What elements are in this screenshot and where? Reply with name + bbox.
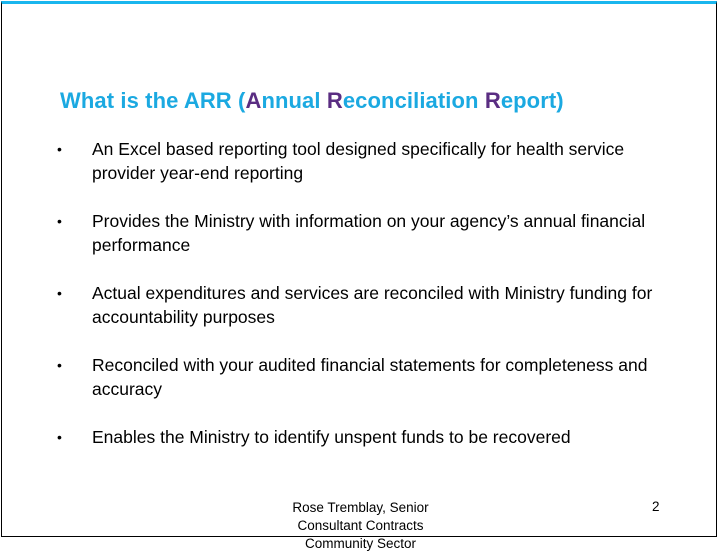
bullet-icon: •: [57, 357, 62, 373]
bullet-item: [57, 209, 667, 257]
title-highlight-r2: R: [484, 88, 501, 113]
page-number: 2: [652, 499, 660, 514]
bullet-text: Enables the Ministry to identify unspent funds to be recovered: [92, 427, 571, 447]
title-text-3: econciliation: [342, 88, 485, 113]
title-text-1: What is the ARR (: [60, 88, 246, 113]
bullet-icon: •: [57, 141, 62, 157]
title-text-4: eport): [500, 88, 564, 113]
bullet-text: Reconciled with your audited financial statements for completeness and accuracy: [92, 355, 648, 399]
title-highlight-r1: R: [326, 88, 343, 113]
bullet-text: An Excel based reporting tool designed specifically for health service provider year-end reporting: [92, 139, 625, 183]
bullet-text: Actual expenditures and services are reconciled with Ministry funding for accountability purposes: [92, 283, 653, 327]
bullet-item: [57, 137, 667, 185]
footer-author: Rose Tremblay, Senior Consultant Contracts Community Sector: [292, 500, 429, 551]
bullet-list: [57, 137, 667, 473]
bullet-item: [57, 425, 667, 449]
title-text-2: nnual: [261, 88, 327, 113]
slide: [1, 1, 717, 551]
bullet-icon: •: [57, 429, 62, 445]
bullet-icon: •: [57, 213, 62, 229]
bullet-icon: •: [57, 285, 62, 301]
bullet-item: [57, 353, 667, 401]
bullet-text: Provides the Ministry with information on your agency’s annual financial performance: [92, 211, 646, 255]
bullet-item: [57, 281, 667, 329]
slide-title: [60, 88, 564, 114]
title-highlight-a: A: [245, 88, 262, 113]
